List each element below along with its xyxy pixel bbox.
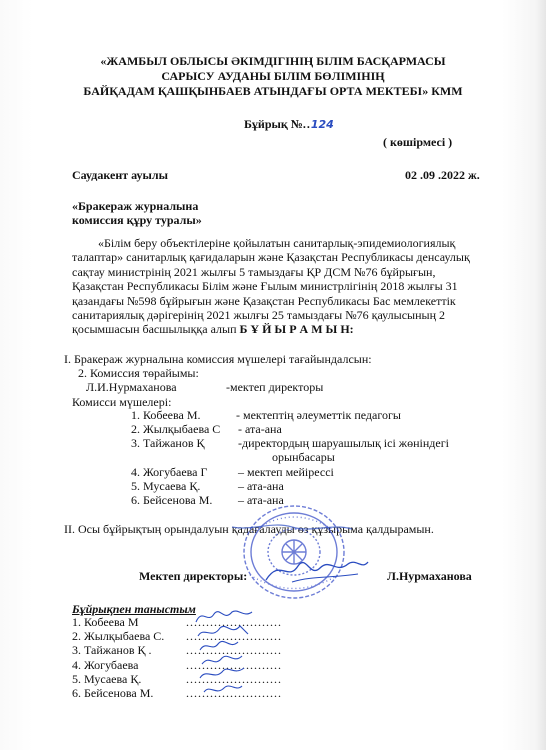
- member-name: 5. Мусаева Қ.: [131, 479, 201, 493]
- item-1: I. Бракераж журналына комиссия мүшелері тағайындалсын:: [64, 352, 372, 366]
- order-title-label: Бұйрық №: [244, 117, 303, 131]
- chair-role: -мектеп директоры: [226, 380, 324, 394]
- scan-edge-shadow: [536, 0, 546, 750]
- member-name: 3. Тайжанов Қ: [131, 436, 205, 450]
- header-line-2: САРЫСУ АУДАНЫ БІЛІМ БӨЛІМІНІҢ: [161, 69, 385, 83]
- ack-name: 6. Бейсенова М.: [72, 686, 154, 700]
- item-2: II. Осы бұйрықтың орындалуын қадағалауды өз құзырыма қалдырамын.: [64, 522, 434, 536]
- order-number: 124: [310, 118, 334, 131]
- ack-dots: ........................: [186, 615, 282, 629]
- member-name: 2. Жылқыбаева С: [131, 422, 221, 436]
- member-role: - ата-ана: [238, 422, 282, 436]
- director-label: Мектеп директоры:: [139, 569, 248, 583]
- organization-header: [0, 54, 546, 99]
- order-title: Бұйрық №..124: [244, 117, 334, 131]
- ack-dots: ........................: [186, 658, 282, 672]
- member-name: 6. Бейсенова М.: [131, 493, 213, 507]
- member-role: – ата-ана: [238, 493, 284, 507]
- member-role-continued: орынбасары: [272, 450, 335, 464]
- header-line-1: «ЖАМБЫЛ ОБЛЫСЫ ӘКІМДІГІНІҢ БІЛІМ БАСҚАРМАСЫ: [100, 54, 446, 68]
- preamble-text: «Білім беру объектілеріне қойылатын санитарлық-эпидемиологиялық талаптар» санитарлық қағидаларын және Қазақстан Республикасы денсаулық сақтау министрінің 2021 жылғы 5 тамыздағы ҚР ДСМ №76 бұйрығын, Қазақстан Республикасы Білім және Ғылым министрлігінің 2018 жылғы 31 қазандағы №598 бұйрығын және Қазақстан Республикасы Бас мемлекеттік санитариялық дәрігерінің 2021 жылғы 25 тамыздағы №76 қаулысының 2 қосымшасын басшылыққа алып: [72, 236, 470, 337]
- header-line-3: БАЙҚАДАМ ҚАШҚЫНБАЕВ АТЫНДАҒЫ ОРТА МЕКТЕБІ» КММ: [83, 84, 463, 98]
- preamble-paragraph: [72, 236, 482, 337]
- subject-line-2: комиссия құру туралы»: [72, 213, 202, 227]
- ack-name: 2. Жылқыбаева С.: [72, 629, 165, 643]
- ack-name: 5. Мусаева Қ.: [72, 672, 142, 686]
- order-date: 02 .09 .2022 ж.: [405, 168, 480, 182]
- director-signature: [262, 552, 372, 588]
- ack-name: 1. Кобеева М: [72, 615, 139, 629]
- member-role: – ата-ана: [238, 479, 284, 493]
- ack-name: 3. Тайжанов Қ .: [72, 643, 152, 657]
- chair-name: Л.И.Нурмаханова: [86, 380, 177, 394]
- member-role: -директордың шаруашылық ісі жөніндегі: [238, 436, 449, 450]
- chair-heading: 2. Комиссия төрайымы:: [78, 366, 199, 380]
- member-name: 4. Жогубаева Г: [131, 465, 208, 479]
- director-name: Л.Нурмаханова: [387, 569, 472, 583]
- ack-dots: ........................: [186, 629, 282, 643]
- ack-dots: ........................: [186, 686, 282, 700]
- subject-line-1: «Бракераж журналына: [72, 199, 199, 213]
- decree-word: Б Ұ Й Ы Р А М Ы Н:: [239, 322, 354, 337]
- member-role: - мектептің әлеуметтік педагогы: [236, 408, 401, 422]
- ack-dots: ........................: [186, 643, 282, 657]
- ack-dots: ........................: [186, 672, 282, 686]
- member-name: 1. Кобеева М.: [131, 408, 201, 422]
- copy-note: ( көшірмесі ): [383, 135, 453, 149]
- members-heading: Комисси мүшелері:: [72, 395, 172, 409]
- acknowledgment-title: Бұйрықпен таныстым: [72, 602, 196, 616]
- place-name: Саудакент ауылы: [72, 168, 168, 182]
- acknowledgment-signatures: [190, 606, 270, 702]
- member-role: – мектеп мейірессі: [238, 465, 334, 479]
- ack-name: 4. Жогубаева: [72, 658, 139, 672]
